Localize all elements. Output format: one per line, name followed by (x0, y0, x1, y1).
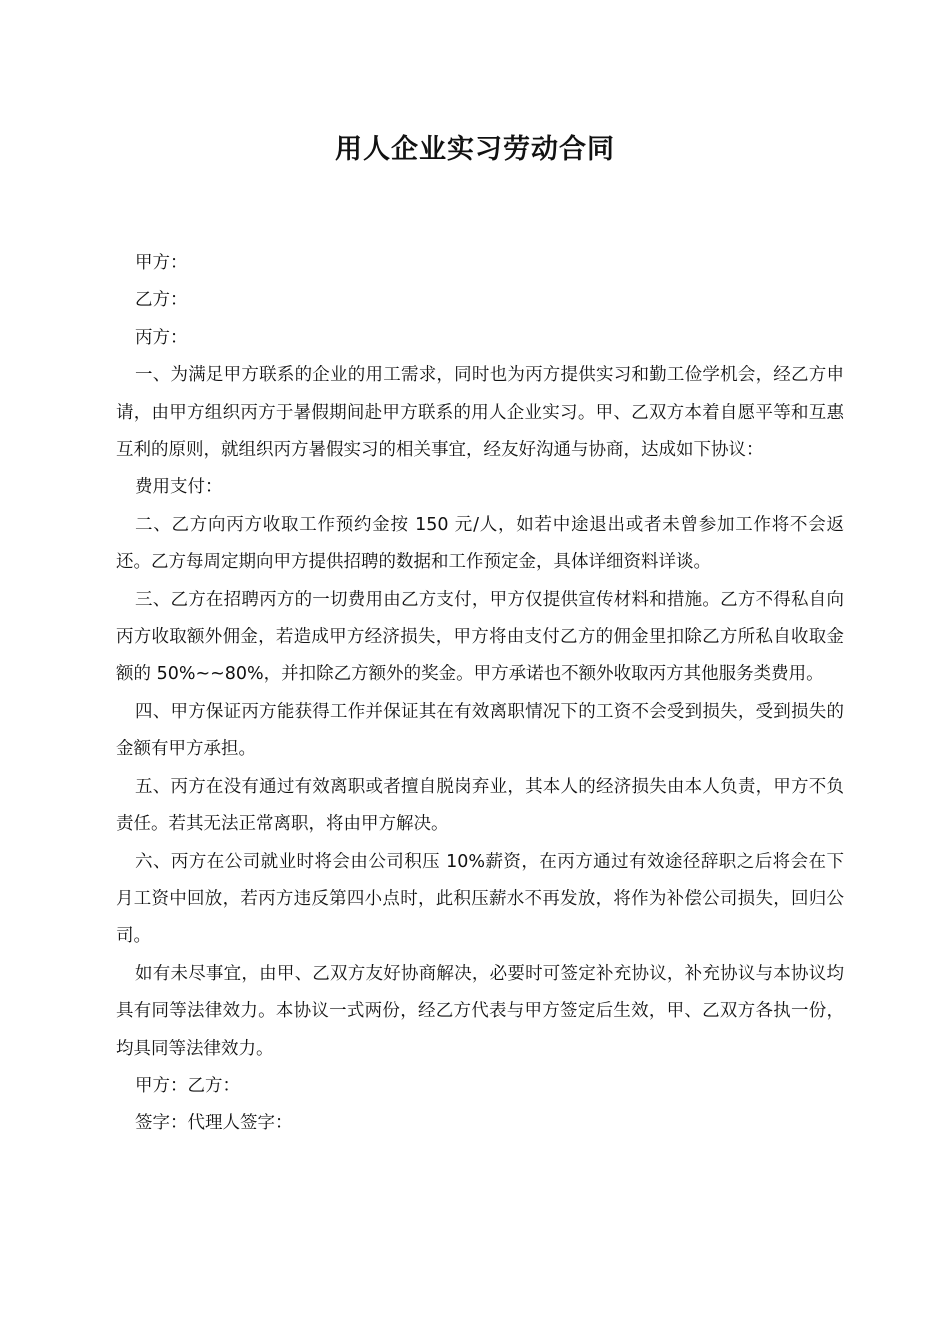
clause-2: 二、乙方向丙方收取工作预约金按 150 元/人，如若中途退出或者未曾参加工作将不会返还。乙方每周定期向甲方提供招聘的数据和工作预定金，具体详细资料详谈。 (116, 514, 844, 573)
party-b-line: 乙方： (135, 290, 188, 311)
clause-1: 一、为满足甲方联系的企业的用工需求，同时也为丙方提供实习和勤工俭学机会，经乙方申请，由甲方组织丙方于暑假期间赴甲方联系的用人企业实习。甲、乙双方本着自愿平等和互惠互利的原则，就组织丙方暑假实习的相关事宜，经友好沟通与协商，达成如下协议： (116, 365, 844, 461)
clause-5: 五、丙方在没有通过有效离职或者擅自脱岗弃业，其本人的经济损失由本人负责，甲方不负责任。若其无法正常离职，将由甲方解决。 (116, 776, 844, 835)
signature-parties: 甲方：乙方： (135, 1075, 240, 1096)
supplement-clause: 如有未尽事宜，由甲、乙双方友好协商解决，必要时可签定补充协议，补充协议与本协议均具有同等法律效力。本协议一式两份，经乙方代表与甲方签定后生效，甲、乙双方各执一份，均具同等法律效力。 (116, 963, 844, 1059)
document-title: 用人企业实习劳动合同 (335, 134, 615, 165)
clause-3: 三、乙方在招聘丙方的一切费用由乙方支付，甲方仅提供宣传材料和措施。乙方不得私自向丙方收取额外佣金，若造成甲方经济损失，甲方将由支付乙方的佣金里扣除乙方所私自收取金额的 50%~~80%，并扣除乙方额外的奖金。甲方承诺也不额外收取丙方其他服务类费用。 (116, 589, 844, 685)
document-body (116, 245, 844, 1143)
signature-line: 签字：代理人签字： (135, 1113, 293, 1134)
clause-6: 六、丙方在公司就业时将会由公司积压 10%薪资，在丙方通过有效途径辞职之后将会在下月工资中回放，若丙方违反第四小点时，此积压薪水不再发放，将作为补偿公司损失，回归公司。 (116, 851, 844, 947)
fee-heading: 费用支付： (135, 477, 223, 498)
clause-4: 四、甲方保证丙方能获得工作并保证其在有效离职情况下的工资不会受到损失，受到损失的金额有甲方承担。 (116, 701, 844, 760)
party-c-line: 丙方： (135, 327, 188, 348)
party-a-line: 甲方： (135, 253, 188, 273)
